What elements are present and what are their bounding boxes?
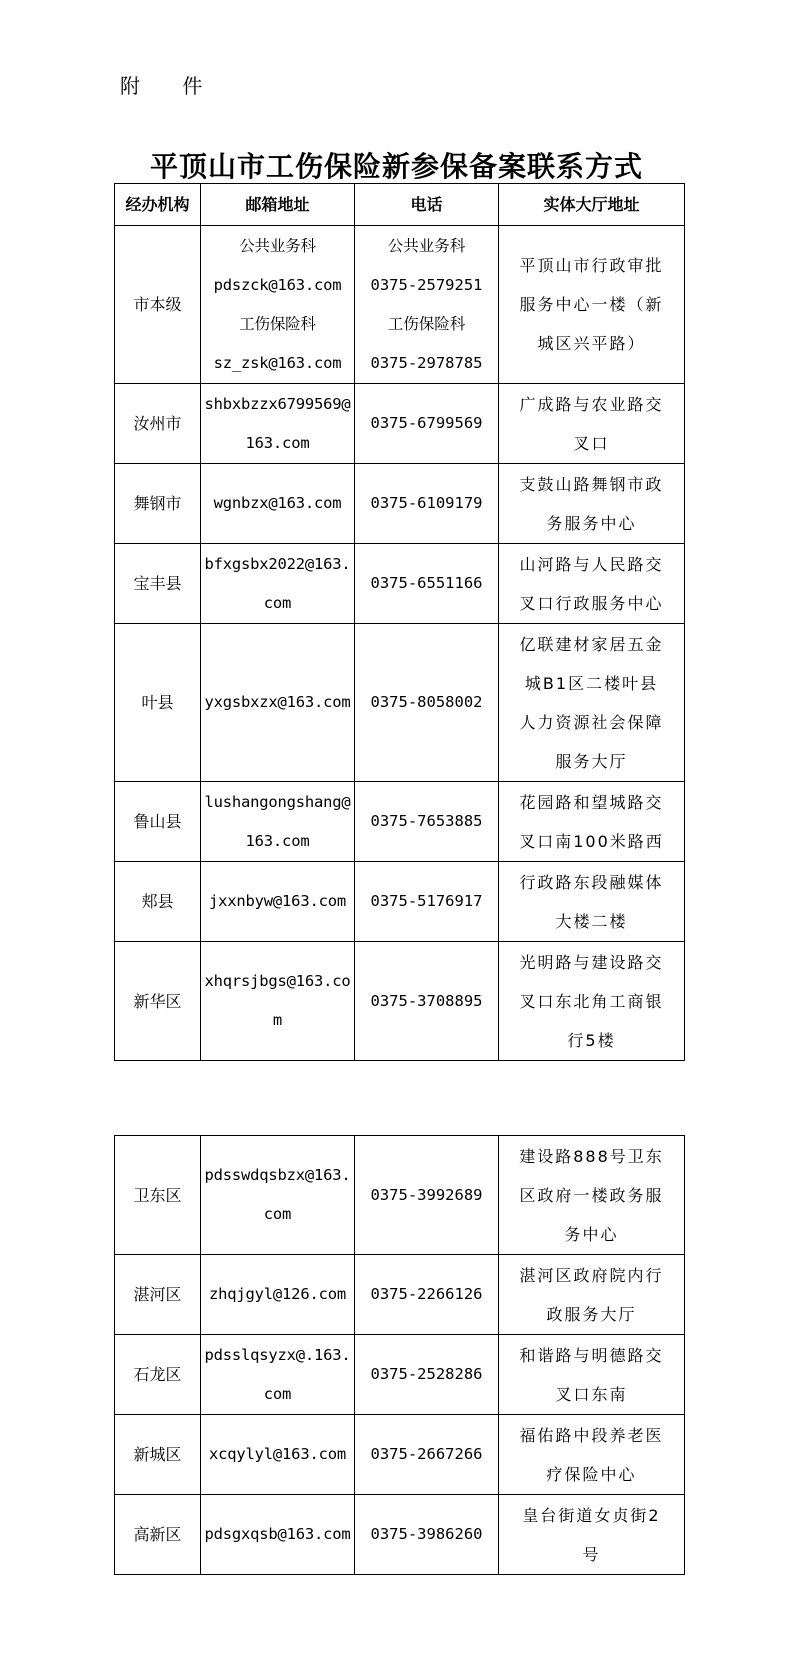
address-cell-line: 大楼二楼 (555, 911, 628, 931)
org-cell: 新城区 (115, 1415, 201, 1495)
org-cell: 汝州市 (115, 384, 201, 464)
phone-cell (355, 1415, 499, 1495)
address-cell (499, 1255, 685, 1335)
email-cell-line: 公共业务科 (239, 236, 316, 255)
phone-cell-line: 0375-6799569 (370, 414, 483, 432)
table-row (115, 384, 685, 464)
contact-table-page2 (114, 1135, 685, 1575)
email-cell (201, 782, 355, 862)
email-cell-line: 163.com (245, 433, 310, 452)
address-cell-line: 建设路888号卫东 (519, 1146, 664, 1166)
email-cell-line: zhqjgyl@126.com (209, 1285, 346, 1303)
org-cell: 石龙区 (115, 1335, 201, 1415)
phone-cell-line: 0375-3992689 (370, 1185, 483, 1204)
org-cell: 新华区 (115, 942, 201, 1061)
email-cell-line: xcqylyl@163.com (209, 1445, 346, 1463)
email-cell (201, 464, 355, 544)
org-cell: 卫东区 (115, 1136, 201, 1255)
address-cell-line: 行5楼 (567, 1030, 616, 1050)
phone-cell (355, 782, 499, 862)
email-cell (201, 1136, 355, 1255)
phone-cell (355, 862, 499, 942)
address-cell (499, 624, 685, 782)
phone-cell-line: 0375-8058002 (370, 693, 483, 711)
email-cell-line: xhqrsjbgs@163.co (204, 972, 351, 990)
address-cell-line: 支鼓山路舞钢市政 (519, 474, 664, 494)
address-cell (499, 384, 685, 464)
email-cell-line: com (263, 1205, 292, 1223)
phone-cell (355, 384, 499, 464)
email-cell-line: 163.com (245, 831, 310, 850)
address-cell (499, 782, 685, 862)
address-cell-line: 叉口南100米路西 (519, 831, 664, 851)
address-cell-line: 城区兴平路） (537, 334, 646, 353)
address-cell (499, 1415, 685, 1495)
table-row (115, 1255, 685, 1335)
phone-cell-line: 0375-5176917 (370, 892, 483, 910)
phone-cell (355, 942, 499, 1061)
email-cell-line: pdszck@163.com (213, 275, 342, 294)
email-cell-line: 工伤保险科 (239, 314, 316, 333)
email-cell (201, 862, 355, 942)
email-cell (201, 942, 355, 1061)
email-cell-line: sz_zsk@163.com (213, 353, 342, 372)
email-cell (201, 1495, 355, 1575)
header-org: 经办机构 (115, 184, 201, 226)
table-row (115, 782, 685, 862)
email-cell-line: lushangongshang@ (204, 792, 351, 811)
address-cell-line: 服务大厅 (555, 751, 628, 771)
address-cell (499, 942, 685, 1061)
phone-cell-line: 0375-2579251 (370, 275, 483, 294)
header-phone: 电话 (355, 184, 499, 226)
email-cell (201, 226, 355, 384)
table-row (115, 1136, 685, 1255)
org-cell: 叶县 (115, 624, 201, 782)
address-cell-line: 叉口东南 (555, 1384, 628, 1404)
email-cell (201, 1255, 355, 1335)
phone-cell (355, 1335, 499, 1415)
email-cell-line: jxxnbyw@163.com (209, 892, 346, 910)
org-cell: 市本级 (115, 226, 201, 384)
email-cell-line: bfxgsbx2022@163. (204, 554, 351, 573)
address-cell-line: 叉口 (573, 433, 610, 453)
email-cell-line: pdsgxqsb@163.com (204, 1525, 351, 1543)
email-cell-line: wgnbzx@163.com (213, 494, 342, 512)
phone-cell (355, 1136, 499, 1255)
email-cell (201, 1335, 355, 1415)
table-header-row (115, 184, 685, 226)
address-cell-line: 务中心 (564, 1224, 619, 1244)
table-row (115, 226, 685, 384)
table-row (115, 624, 685, 782)
email-cell-line: pdsswdqsbzx@163. (204, 1166, 351, 1184)
address-cell-line: 花园路和望城路交 (519, 792, 664, 812)
address-cell-line: 湛河区政府院内行 (519, 1265, 664, 1285)
table-row (115, 1335, 685, 1415)
phone-cell-line: 0375-3708895 (370, 991, 483, 1010)
phone-cell (355, 464, 499, 544)
org-cell: 宝丰县 (115, 544, 201, 624)
address-cell (499, 464, 685, 544)
org-cell: 舞钢市 (115, 464, 201, 544)
address-cell-line: 疗保险中心 (546, 1464, 637, 1484)
email-cell-line: yxgsbxzx@163.com (204, 693, 351, 711)
table-row (115, 544, 685, 624)
address-cell-line: 区政府一楼政务服 (519, 1185, 664, 1205)
email-cell-line: pdsslqsyzx@.163. (204, 1345, 351, 1364)
address-cell (499, 1136, 685, 1255)
address-cell-line: 服务中心一楼（新 (519, 295, 664, 314)
address-cell-line: 行政路东段融媒体 (519, 872, 664, 892)
address-cell (499, 1335, 685, 1415)
email-cell (201, 544, 355, 624)
address-cell-line: 务服务中心 (546, 513, 637, 533)
phone-cell (355, 544, 499, 624)
phone-cell-line: 0375-2978785 (370, 353, 483, 372)
address-cell-line: 城B1区二楼叶县 (524, 673, 659, 693)
address-cell-line: 和谐路与明德路交 (519, 1345, 664, 1365)
org-cell: 湛河区 (115, 1255, 201, 1335)
phone-cell-line: 0375-6551166 (370, 574, 483, 592)
phone-cell (355, 1495, 499, 1575)
header-email: 邮箱地址 (201, 184, 355, 226)
email-cell-line: com (263, 1384, 292, 1403)
phone-cell (355, 1255, 499, 1335)
table-row (115, 862, 685, 942)
phone-cell-line: 0375-2667266 (370, 1445, 483, 1463)
address-cell (499, 1495, 685, 1575)
table-row (115, 1495, 685, 1575)
phone-cell-line: 0375-3986260 (370, 1525, 483, 1543)
address-cell-line: 叉口行政服务中心 (519, 593, 664, 613)
org-cell: 鲁山县 (115, 782, 201, 862)
phone-cell-line: 0375-6109179 (370, 494, 483, 512)
address-cell-line: 广成路与农业路交 (519, 394, 664, 414)
email-cell (201, 1415, 355, 1495)
address-cell-line: 山河路与人民路交 (519, 554, 664, 574)
phone-cell-line: 公共业务科 (387, 236, 466, 255)
phone-cell (355, 226, 499, 384)
email-cell (201, 384, 355, 464)
attachment-label: 附 件 (120, 74, 221, 98)
email-cell-line: shbxbzzx6799569@ (204, 394, 351, 413)
address-cell-line: 皇台街道女贞街2 (522, 1505, 661, 1525)
header-address: 实体大厅地址 (499, 184, 685, 226)
phone-cell-line: 0375-2266126 (370, 1285, 483, 1303)
document-title: 平顶山市工伤保险新参保备案联系方式 (149, 150, 643, 183)
table-row (115, 1415, 685, 1495)
address-cell-line: 政服务大厅 (546, 1304, 637, 1324)
phone-cell (355, 624, 499, 782)
email-cell-line: m (272, 1011, 283, 1029)
address-cell (499, 544, 685, 624)
address-cell-line: 号 (582, 1544, 601, 1564)
address-cell (499, 862, 685, 942)
address-cell-line: 福佑路中段养老医 (519, 1425, 664, 1445)
email-cell (201, 624, 355, 782)
phone-cell-line: 0375-7653885 (370, 812, 483, 830)
org-cell: 高新区 (115, 1495, 201, 1575)
address-cell-line: 亿联建材家居五金 (519, 634, 664, 654)
org-cell: 郏县 (115, 862, 201, 942)
table-row (115, 464, 685, 544)
contact-table-page1 (114, 183, 685, 1061)
address-cell-line: 平顶山市行政审批 (519, 256, 664, 275)
address-cell-line: 光明路与建设路交 (519, 952, 664, 972)
phone-cell-line: 0375-2528286 (370, 1365, 483, 1383)
address-cell (499, 226, 685, 384)
phone-cell-line: 工伤保险科 (387, 314, 466, 333)
email-cell-line: com (263, 593, 292, 612)
address-cell-line: 叉口东北角工商银 (519, 991, 664, 1011)
table-row (115, 942, 685, 1061)
address-cell-line: 人力资源社会保障 (519, 712, 664, 732)
